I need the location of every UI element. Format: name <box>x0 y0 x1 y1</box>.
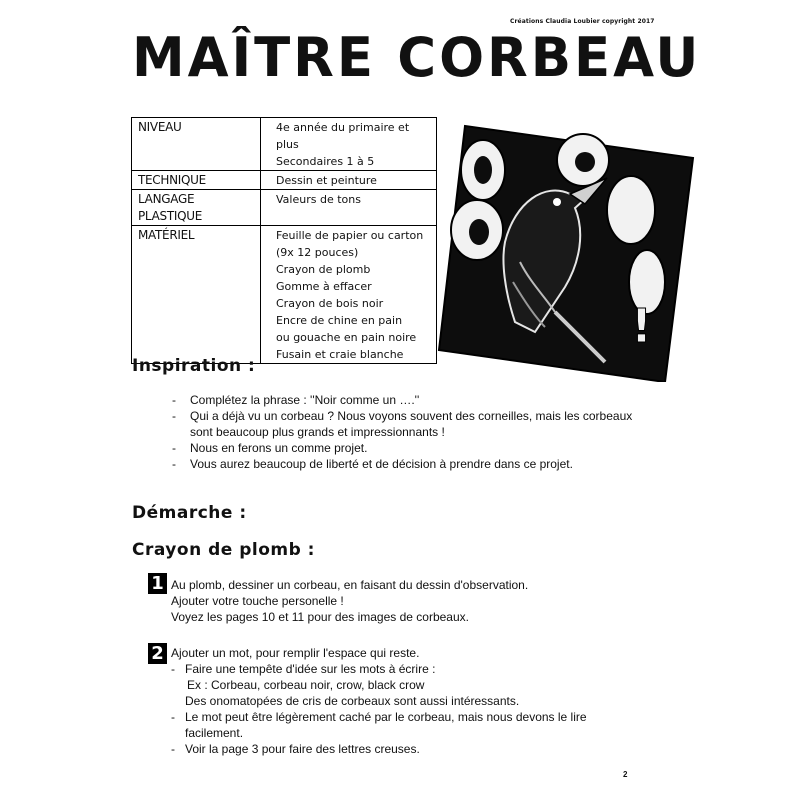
value-line: Dessin et peinture <box>276 174 377 187</box>
step-2-list <box>171 661 611 757</box>
demarche-heading: Démarche : <box>132 503 247 523</box>
step-1-text <box>171 577 641 625</box>
value-line: Crayon de plomb <box>276 263 371 276</box>
step-line: Au plomb, dessiner un corbeau, en faisant du dessin d'observation. <box>171 578 529 592</box>
value-line: 4e année du primaire et plus <box>276 121 410 151</box>
value-materiel <box>261 226 437 364</box>
step-1-number: 1 <box>148 573 167 594</box>
step-2-text <box>171 645 611 757</box>
table-row <box>132 118 437 171</box>
crayon-heading: Crayon de plomb : <box>132 540 315 560</box>
table-row <box>132 190 437 226</box>
label-niveau: NIVEAU <box>132 118 261 171</box>
step-2-number: 2 <box>148 643 167 664</box>
inspiration-heading: Inspiration : <box>132 356 256 376</box>
copyright-notice: Créations Claudia Loubier copyright 2017 <box>510 18 655 25</box>
value-technique <box>261 171 437 190</box>
info-table <box>131 117 437 364</box>
list-item: - Le mot peut être légèrement caché par le corbeau, mais nous devons le lire facilement. <box>171 709 611 741</box>
value-line: ou gouache en pain noire <box>276 331 417 344</box>
exclamation-mark: ! <box>631 299 652 353</box>
crow-illustration <box>435 112 697 382</box>
bullet-extra: Des onomatopées de cris de corbeaux sont aussi intéressants. <box>185 694 520 708</box>
step-intro: Ajouter un mot, pour remplir l'espace qui reste. <box>171 646 420 660</box>
list-item: - Qui a déjà vu un corbeau ? Nous voyons souvent des corneilles, mais les corbeaux sont beaucoup plus grands et impressionnants ! <box>172 408 652 440</box>
value-line: Secondaires 1 à 5 <box>276 155 375 168</box>
label-technique: TECHNIQUE <box>132 171 261 190</box>
list-item <box>171 661 611 709</box>
page-title: MAÎTRE CORBEAU <box>132 26 702 89</box>
bullet-text: Faire une tempête d'idée sur les mots à écrire : <box>185 662 436 676</box>
inspiration-list <box>172 392 652 472</box>
table-row <box>132 226 437 364</box>
value-line: Gomme à effacer <box>276 280 372 293</box>
value-line: Valeurs de tons <box>276 193 361 206</box>
value-line: Crayon de bois noir <box>276 297 384 310</box>
value-line: Fusain et craie blanche <box>276 348 404 361</box>
step-line: Voyez les pages 10 et 11 pour des images de corbeaux. <box>171 610 469 624</box>
value-langage <box>261 190 437 226</box>
step-line: Ajouter votre touche personelle ! <box>171 594 344 608</box>
value-line: Feuille de papier ou carton <box>276 229 424 242</box>
bullet-extra: Ex : Corbeau, corbeau noir, crow, black crow <box>187 678 425 692</box>
value-line: (9x 12 pouces) <box>276 246 359 259</box>
page-number: 2 <box>623 770 628 779</box>
value-niveau <box>261 118 437 171</box>
label-materiel: MATÉRIEL <box>132 226 261 364</box>
value-line: Encre de chine en pain <box>276 314 403 327</box>
list-item: - Vous aurez beaucoup de liberté et de décision à prendre dans ce projet. <box>172 456 652 472</box>
table-row <box>132 171 437 190</box>
list-item: - Nous en ferons un comme projet. <box>172 440 652 456</box>
list-item: - Voir la page 3 pour faire des lettres creuses. <box>171 741 611 757</box>
list-item: - Complétez la phrase : ''Noir comme un ….'' <box>172 392 652 408</box>
label-langage: LANGAGE PLASTIQUE <box>132 190 261 226</box>
